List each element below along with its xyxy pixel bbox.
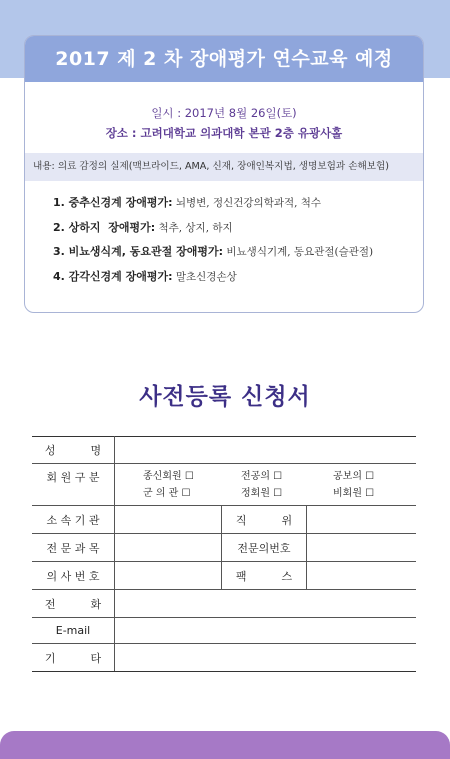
affiliation-label: 소 속 기 관 (32, 506, 115, 534)
member-type-field (115, 464, 417, 506)
specialist-number-field[interactable] (307, 534, 417, 562)
topic-label: 4. 감각신경계 장애평가: (53, 269, 173, 283)
topic-value: 말초신경손상 (172, 270, 237, 283)
topic-item (53, 240, 423, 265)
event-place: 장소 : 고려대학교 의과대학 본관 2층 유광사홀 (105, 126, 343, 140)
event-title: 2017 제 2 차 장애평가 연수교육 예정 (25, 36, 423, 82)
specialty-field[interactable] (115, 534, 222, 562)
license-field[interactable] (115, 562, 222, 590)
affiliation-field[interactable] (115, 506, 222, 534)
license-label: 의 사 번 호 (32, 562, 115, 590)
topic-value: 비뇨생식기계, 동요관절(슬관절) (223, 246, 374, 258)
topic-label: 1. 중추신경계 장애평가: (53, 196, 173, 209)
bottom-band (0, 731, 450, 759)
event-info (25, 103, 423, 143)
member-option-military[interactable]: 군 의 관 ☐ (143, 487, 191, 499)
specialty-label: 전 문 과 목 (32, 534, 115, 562)
phone-field[interactable] (115, 590, 417, 618)
topic-value: 뇌병변, 정신건강의학과적, 척수 (172, 197, 322, 209)
member-type-label: 회 원 구 분 (32, 464, 115, 506)
fax-field[interactable] (307, 562, 417, 590)
name-label: 성 명 (32, 437, 115, 464)
email-label: E-mail (32, 618, 115, 644)
etc-label: 기 타 (32, 644, 115, 672)
member-option-regular[interactable]: 정회원 ☐ (241, 487, 283, 499)
email-field[interactable] (115, 618, 417, 644)
form-title: 사전등록 신청서 (139, 384, 311, 410)
etc-field[interactable] (115, 644, 417, 672)
topic-item (53, 216, 423, 241)
member-option-nonmember[interactable]: 비회원 ☐ (333, 487, 375, 499)
topic-item (53, 191, 423, 216)
topic-value: 척추, 상지, 하지 (155, 221, 233, 234)
topic-item (53, 265, 423, 290)
event-card (24, 35, 424, 313)
position-label: 직 위 (222, 506, 307, 534)
phone-label: 전 화 (32, 590, 115, 618)
fax-label: 팩 스 (222, 562, 307, 590)
topic-label: 2. 상하지 장애평가: (53, 220, 156, 234)
specialist-number-label: 전문의번호 (222, 534, 307, 562)
topic-label: 3. 비뇨생식계, 동요관절 장애평가: (53, 245, 224, 258)
event-date: 일시 : 2017년 8월 26일(토) (151, 106, 297, 120)
event-content: 내용: 의료 감정의 실제(맥브라이드, AMA, 신재, 장애인복지법, 생명보험과 손해보험) (25, 153, 423, 181)
name-field[interactable] (115, 437, 417, 464)
position-field[interactable] (307, 506, 417, 534)
registration-form (32, 436, 416, 672)
member-option-public-doctor[interactable]: 공보의 ☐ (333, 470, 375, 482)
topic-list (25, 191, 423, 289)
member-option-lifetime[interactable]: 종신회원 ☐ (143, 470, 194, 482)
member-option-resident[interactable]: 전공의 ☐ (241, 470, 283, 482)
